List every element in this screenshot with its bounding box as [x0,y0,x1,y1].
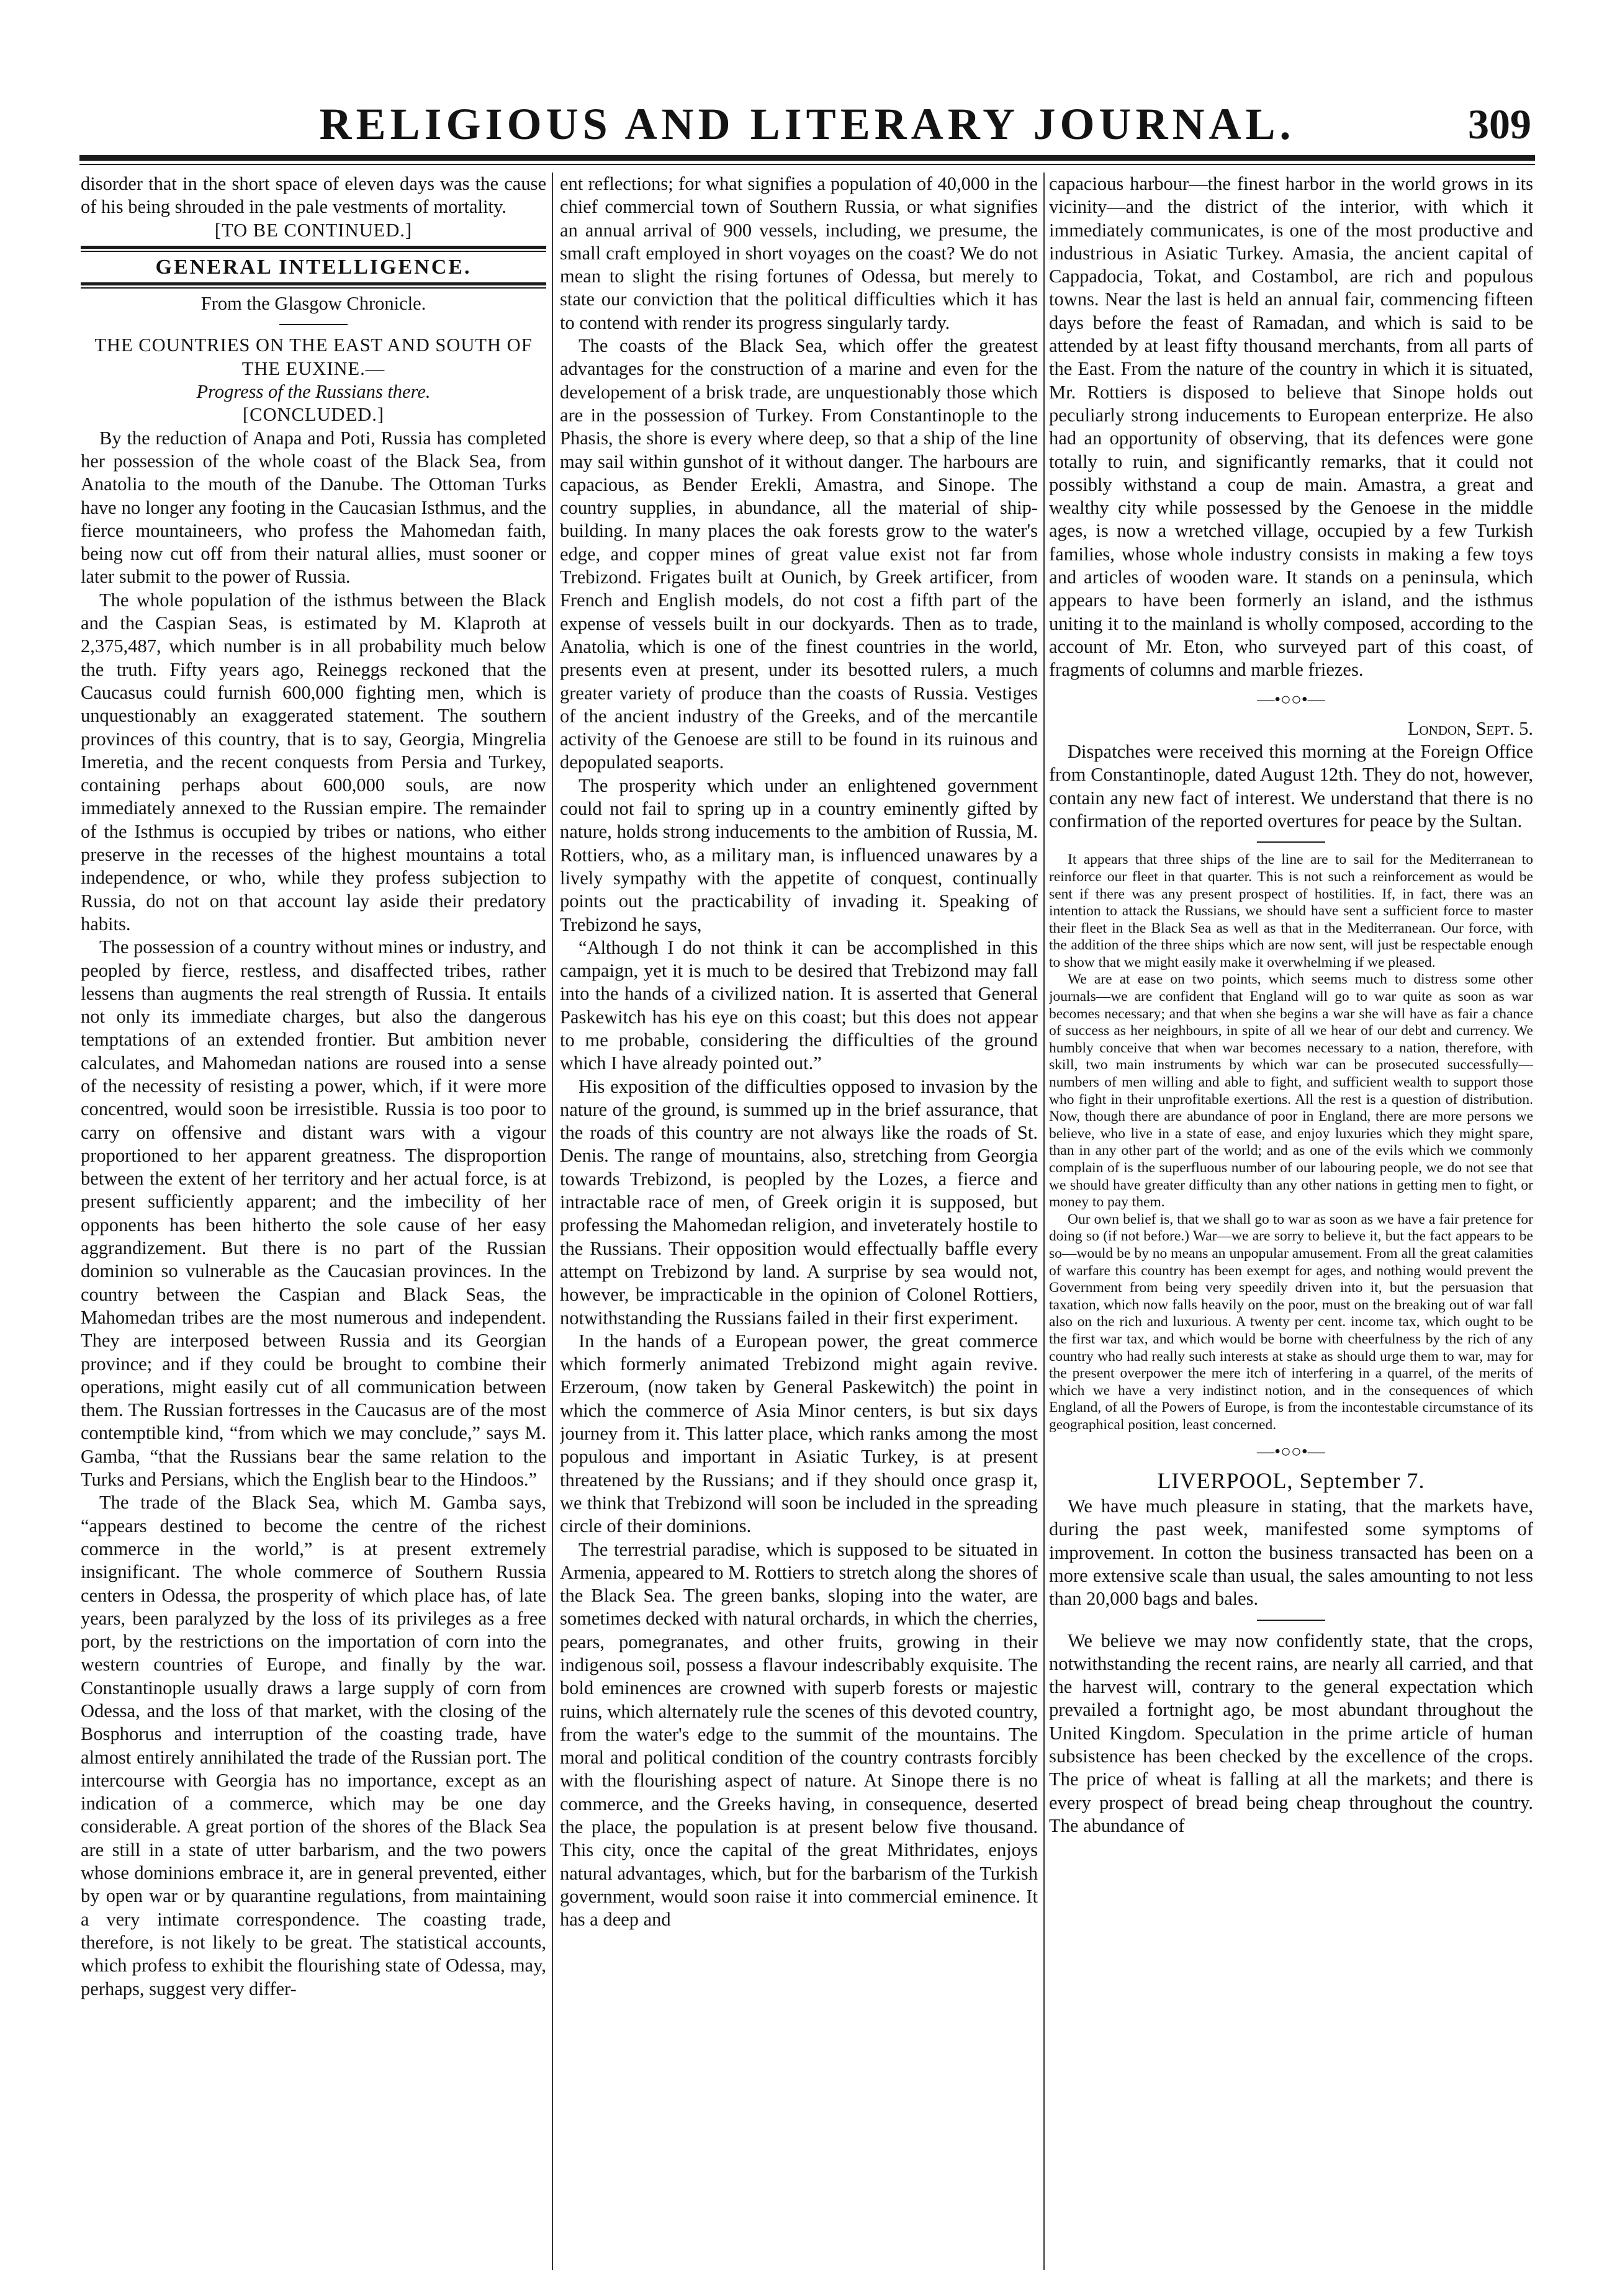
article-title: THE COUNTRIES ON THE EAST AND SOUTH OF THE EUXINE.— [94,334,533,379]
paragraph: His exposition of the difficulties opposed to invasion by the nature of the ground, is summed up in the brief assurance, that the roads of this country are not always like the roads of St. Denis. The range of mountains, also, stretching from Georgia towards Trebizond, is peopled by the Lozes, a fierce and intractable race of men, of Greek origin it is supposed, but professing the Mahomedan religion, and inveterately hostile to the Russians. Their opposition would effectually baffle every attempt on Trebizond by land. A surprise by sea would not, however, be impracticable in the opinion of Colonel Rottiers, notwithstanding the Russians failed in their first experiment. [560,1075,1038,1329]
dateline: London, Sept. 5. [1407,717,1533,739]
section-title: GENERAL INTELLIGENCE. [155,255,472,279]
page-header [79,98,1535,148]
paragraph: By the reduction of Anapa and Poti, Russia has completed her possession of the whole coast of the Black Sea, from Anatolia to the mouth of the Danube. The Ottoman Turks have no longer any footing in the Caucasian Isthmus, and the fierce mountaineers, who profess the Mahomedan faith, being now cut off from their natural allies, must sooner or later submit to the power of Russia. [81,427,546,588]
header-rule-thin [79,164,1535,165]
paragraph: The coasts of the Black Sea, which offer the greatest advantages for the construction of a marine and even for the developement of a brisk trade, are unquestionably those which are in the possession of Turkey. From Constantinople to the Phasis, the shore is every where deep, so that a ship of the line may sail within gunshot of it without danger. The harbours are capacious, as Bender Erekli, Amastra, and Sinope. The country supplies, in abundance, all the material of ship-building. In many places the oak forests grow to the water's edge, and copper mines of great value exist not far from Trebizond. Frigates built at Ounich, by Greek artificer, from French and English models, do not cost a fifth part of the expense of vessels built in our dockyards. Then as to trade, Anatolia, which is one of the finest countries in the world, presents even at present, under its besotted rulers, a much greater variety of produce than the coasts of Russia. Vestiges of the ancient industry of the Greeks, and of the mercantile activity of the Genoese are still to be found in its ruinous and depopulated seaports. [560,335,1038,773]
paragraph: The terrestrial paradise, which is supposed to be situated in Armenia, appeared to M. Rottiers to stretch along the shores of the Black Sea. The green banks, sloping into the water, are sometimes decked with natural orchards, in which the cherries, pears, pomegranates, and other fruits, growing in their indigenous soil, possess a flavour indescribably exquisite. The bold eminences are crowned with superb forests or majestic ruins, which alternately rule the scenes of this devoted country, from the water's edge to the summit of the mountains. The moral and political condition of the country contrasts forcibly with the flourishing aspect of nature. At Sinope there is no commerce, and the Greeks having, in consequence, deserted the place, the population is at present below five thousand. This city, once the capital of the great Mithridates, enjoys natural advantages, which, but for the barbarism of the Turkish government, would soon raise it into commercial eminence. It has a deep and [560,1538,1038,1931]
paragraph: capacious harbour—the finest harbor in the world grows in its vicinity—and the district of the interior, with which it immediately communicates, is one of the most productive and industrious in Asiatic Turkey. Amasia, the ancient capital of Cappadocia, Tokat, and Costambol, are rich and populous towns. Near the last is held an annual fair, commencing fifteen days before the feast of Ramadan, and which is said to be attended by at least fifty thousand merchants, from all parts of the East. From the nature of the country in which it is situated, Mr. Rottiers is disposed to believe that Sinope holds out peculiarly strong inducements to European enterprize. He also had an opportunity of observing, that its defences were gone totally to ruin, and significantly remarks, that it could not possibly withstand a coup de main. Amastra, a great and wealthy city while possessed by the Genoese in the middle ages, is now a wretched village, occupied by a few Turkish families, whose whole industry consists in making a few toys and articles of wooden ware. It stands on a peninsula, which appears to have been formerly an island, and the isthmus uniting it to the mainland is wholly composed, according to the account of Mr. Eton, who surveyed part of this coast, of fragments of columns and marble friezes. [1049,173,1533,681]
to-be-continued: [TO BE CONTINUED.] [214,219,413,241]
small-paragraph: Our own belief is, that we shall go to war as soon as we have a fair pretence for doing so (if not before.) War—we are sorry to believe it, but the fact appears to be so—would be by no means an unpopular amusement. From all the great calamities of warfare this country has been exempt for ages, and nothing would prevent the Government from being very speedily driven into it, but the persuasion that taxation, which now falls heavily on the poor, must on the breaking out of war fall also on the rich and luxurious. A twenty per cent. income tax, which ought to be the first war tax, and which would be borne with cheerfulness by the rich of any country who had really such interests at stake as should urge them to war, may for the present overpower the mere itch of interfering in a quarrel, of the merits of which we have a very indistinct notion, and in the consequences of which England, of all the Powers of Europe, is from the incontestable circumstance of its geographical position, least concerned. [1049,1211,1533,1433]
paragraph: The whole population of the isthmus between the Black and the Caspian Seas, is estimated by M. Klaproth at 2,375,487, which number is in all probability much below the truth. Fifty years ago, Reineggs reckoned that the Caucasus could furnish 600,000 fighting men, which is unquestionably an exaggerated statement. The southern provinces of this country, that is to say, Georgia, Mingrelia Imeretia, and the recent conquests from Persia and Turkey, containing perhaps about 600,000 souls, are now immediately annexed to the Russian empire. The remainder of the Isthmus is occupied by tribes or nations, who either preserve in the recesses of the highest mountains a total independence, or who, while they profess subjection to Russia, do not on that account lay aside their predatory habits. [81,589,546,935]
quotation: “Although I do not think it can be accomplished in this campaign, yet it is much to be desired that Trebizond may fall into the hands of a civilized nation. It is asserted that General Paskewitch has his eye on this coast; but this does not appear to me probable, considering the difficulties of the ground which I have already pointed out.” [560,936,1038,1074]
small-paragraph: We are at ease on two points, which seems much to distress some other journals—we are confident that England will go to war quite as soon as war becomes necessary; and that when she begins a war she will have as fair a chance of success as her neighbours, in spite of all we hear of our debt and currency. We humbly conceive that when war becomes necessary to a nation, therefore, with skill, two main instruments by which war can be prosecuted successfully—numbers of men willing and able to fight, and sufficient wealth to support those who fight in their unprofitable exertions. All the rest is a question of distribution. Now, though there are abundance of poor in England, there are more persons we believe, who live in a state of ease, and enjoy luxuries which they might spare, than in any other part of the world; and as one of the evils which we commonly complain of is the superfluous number of our labouring people, we do not see that we should have greater difficulty than any other nations in getting men to fight, or money to pay them. [1049,971,1533,1211]
small-paragraph: It appears that three ships of the line are to sail for the Mediterranean to reinforce our fleet in that quarter. This is not such a reinforcement as would be sent if there was any present prospect of hostilities. If, in fact, there was an intention to attack the Russians, we should have sent a sufficient force to master their fleet in the Black Sea as well as that in the Mediterranean. Our force, with the addition of the three ships which are now sent, will just be respectable enough to show that we might easily make it overwhelming if we pleased. [1049,851,1533,971]
section-rule [81,246,546,252]
column-divider [1043,173,1045,2270]
column-divider [552,173,553,2270]
paragraph: The prosperity which under an enlightened government could not fail to spring up in a country eminently gifted by nature, holds strong inducements to the ambition of Russia, M. Rottiers, who, as a military man, is influenced unawares by a lively sympathy with the appetite of conquest, continually points out the practicability of invading it. Speaking of Trebizond he says, [560,774,1038,935]
paragraph: The possession of a country without mines or industry, and peopled by fierce, restless, and disaffected tribes, rather lessens than augments the real strength of Russia. It entails not only its immediate charges, but also the dangerous temptations of an extended frontier. But ambition never calculates, and Mahomedan nations are roused into a sense of the necessity of resisting a power, which, if it were more concentred, would soon be irresistible. Russia is too poor to carry on offensive and distant wars with a vigour proportioned to her apparent greatness. The disproportion between the extent of her territory and her actual force, is at present sufficiently apparent; and the imbecility of her opponents has been hitherto the sole cause of her easy aggrandizement. But there is no part of the Russian dominion so vulnerable as the Caucasian provinces. In the country between the Caspian and Black Seas, the Mahomedan tribes are the most numerous and independent. They are interposed between Russia and its Georgian province; and if they could be brought to combine their operations, might easily cut of all communication between them. The Russian fortresses in the Caucasus are of the most contemptible kind, “from which we may conclude,” says M. Gamba, “that the Russians bear the same relation to the Turks and Persians, which the English bear to the Hindoos.” [81,936,546,1491]
source-credit: From the Glasgow Chronicle. [200,293,426,315]
concluded-note: [CONCLUDED.] [242,404,385,426]
paragraph: disorder that in the short space of eleven days was the cause of his being shrouded in the pale vestments of mortality. [81,173,546,218]
column-1 [81,173,546,2270]
section-rule [81,282,546,289]
column-2 [560,173,1038,2270]
paragraph: The trade of the Black Sea, which M. Gamba says, “appears destined to become the centre of the richest commerce in the world,” is at present extremely insignificant. The whole commerce of Southern Russia centers in Odessa, the prosperity of which place has, of late years, been paralyzed by the loss of its privileges as a free port, by the restrictions on the importation of corn into the western countries of Europe, and finally by the war. Constantinople usually draws a large supply of corn from Odessa, and the loss of that market, with the closing of the Bosphorus and interruption of the coasting trade, have almost entirely annihilated the trade of the Russian port. The intercourse with Georgia has no importance, except as an indication of a commerce, which may be one day considerable. A great portion of the shores of the Black Sea are still in a state of utter barbarism, and the two powers whose dominions embrace it, are in general prevented, either by open war or by quarantine regulations, from maintaining a very intimate correspondence. The coasting trade, therefore, is not likely to be great. The statistical accounts, which profess to exhibit the flourishing state of Odessa, may, perhaps, suggest very differ- [81,1492,546,1999]
column-3 [1049,173,1533,2270]
page-number: 309 [1468,101,1531,148]
paragraph: Dispatches were received this morning at the Foreign Office from Constantinople, dated August 12th. They do not, however, contain any new fact of interest. We understand that there is no confirmation of the reported overtures for peace by the Sultan. [1049,741,1533,832]
paragraph: We have much pleasure in stating, that the markets have, during the past week, manifested some symptoms of improvement. In cotton the business transacted has been on a more extensive scale than usual, the sales amounting to not less than 20,000 bags and bales. [1049,1496,1533,1610]
article-subtitle: Progress of the Russians there. [196,381,431,403]
divider [279,324,348,325]
paragraph: In the hands of a European power, the great commerce which formerly animated Trebizond might again revive. Erzeroum, (now taken by General Paskewitch) the point in which the commerce of Asia Minor centers, is but six days journey from it. This latter place, which ranks among the most populous and important in Asiatic Turkey, is at present threatened by the Russians; and if they should once grasp it, we think that Trebizond will soon be included in the spreading circle of their dominions. [560,1330,1038,1537]
divider [1257,841,1325,843]
dateline-liverpool: LIVERPOOL, September 7. [1157,1468,1425,1493]
ornament-divider: —•○○•— [1257,1442,1325,1461]
divider [1257,1620,1325,1621]
ornament-divider: —•○○•— [1257,689,1325,709]
paragraph: ent reflections; for what signifies a population of 40,000 in the chief commercial town of Southern Russia, or what signifies an annual arrival of 900 vessels, including, we presume, the small craft employed in short voyages on the coast? We do not mean to slight the rising fortunes of Odessa, but merely to state our conviction that the political difficulties which it has to contend with render its progress singularly tardy. [560,173,1038,333]
running-title: RELIGIOUS AND LITERARY JOURNAL. [319,99,1295,149]
paragraph: We believe we may now confidently state, that the crops, notwithstanding the recent rains, are nearly all carried, and that the harvest will, contrary to the general expectation which prevailed a fortnight ago, be most abundant throughout the United Kingdom. Speculation in the prime article of human subsistence has been checked by the excellence of the crops. The price of wheat is falling at all the markets; and there is every prospect of bread being cheap throughout the country. The abundance of [1049,1630,1533,1836]
header-rule [79,155,1535,161]
